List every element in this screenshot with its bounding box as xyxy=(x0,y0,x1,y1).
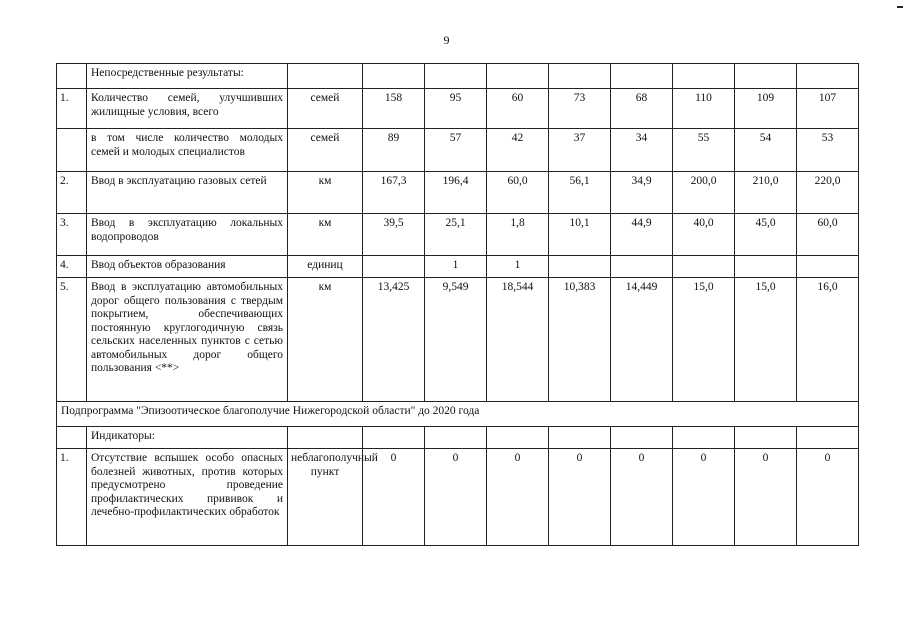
subprogram-row xyxy=(57,402,859,427)
value-cell: 1,8 xyxy=(487,214,549,256)
value-cell: 167,3 xyxy=(363,172,425,214)
unit: км xyxy=(288,278,363,402)
value-cell: 68 xyxy=(611,89,673,129)
value-cell: 45,0 xyxy=(735,214,797,256)
unit: неблагополучный пункт xyxy=(288,449,363,546)
value-cell: 34,9 xyxy=(611,172,673,214)
value-cell xyxy=(549,256,611,278)
value-cell: 40,0 xyxy=(673,214,735,256)
value-cell: 0 xyxy=(363,449,425,546)
unit: семей xyxy=(288,129,363,172)
value-cell: 210,0 xyxy=(735,172,797,214)
section-header-row xyxy=(57,427,859,449)
indicator-name: Ввод в эксплуатацию локальных водопроводов xyxy=(87,214,288,256)
corner-mark xyxy=(897,6,903,8)
value-cell: 13,425 xyxy=(363,278,425,402)
value-cell: 1 xyxy=(487,256,549,278)
row-number xyxy=(57,129,87,172)
table-row xyxy=(57,449,859,546)
value-cell: 25,1 xyxy=(425,214,487,256)
value-cell: 158 xyxy=(363,89,425,129)
section-header: Индикаторы: xyxy=(87,427,288,449)
value-cell: 9,549 xyxy=(425,278,487,402)
value-cell: 220,0 xyxy=(797,172,859,214)
value-cell: 1 xyxy=(425,256,487,278)
row-number: 1. xyxy=(57,449,87,546)
value-cell: 0 xyxy=(549,449,611,546)
unit: км xyxy=(288,172,363,214)
row-number: 5. xyxy=(57,278,87,402)
row-number: 4. xyxy=(57,256,87,278)
value-cell: 10,1 xyxy=(549,214,611,256)
value-cell: 15,0 xyxy=(735,278,797,402)
value-cell: 109 xyxy=(735,89,797,129)
value-cell: 73 xyxy=(549,89,611,129)
value-cell xyxy=(797,256,859,278)
unit: семей xyxy=(288,89,363,129)
value-cell: 44,9 xyxy=(611,214,673,256)
page-number: 9 xyxy=(443,33,450,47)
value-cell: 54 xyxy=(735,129,797,172)
value-cell: 0 xyxy=(425,449,487,546)
value-cell: 95 xyxy=(425,89,487,129)
section-header: Непосредственные результаты: xyxy=(87,64,288,89)
indicator-name: Ввод в эксплуатацию автомобильных дорог общего пользования с твердым покрытием, обеспечивающих постоянную круглогодичную связь сельских населенных пунктов с сетью автомобильных дорог общего пользования <**> xyxy=(87,278,288,402)
value-cell: 196,4 xyxy=(425,172,487,214)
value-cell: 107 xyxy=(797,89,859,129)
value-cell: 200,0 xyxy=(673,172,735,214)
value-cell: 55 xyxy=(673,129,735,172)
value-cell xyxy=(611,256,673,278)
value-cell: 0 xyxy=(797,449,859,546)
value-cell: 89 xyxy=(363,129,425,172)
indicator-name: Ввод в эксплуатацию газовых сетей xyxy=(87,172,288,214)
table-row xyxy=(57,89,859,129)
value-cell: 14,449 xyxy=(611,278,673,402)
value-cell xyxy=(735,256,797,278)
value-cell: 0 xyxy=(735,449,797,546)
section-header-row xyxy=(57,64,859,89)
indicator-name: в том числе количество молодых семей и молодых специалистов xyxy=(87,129,288,172)
value-cell: 56,1 xyxy=(549,172,611,214)
value-cell: 60 xyxy=(487,89,549,129)
value-cell: 34 xyxy=(611,129,673,172)
value-cell: 53 xyxy=(797,129,859,172)
indicators-table xyxy=(56,63,859,546)
indicator-name: Отсутствие вспышек особо опасных болезней животных, против которых предусмотрено проведение профилактических прививок и лечебно-профилактических обработок xyxy=(87,449,288,546)
row-number: 3. xyxy=(57,214,87,256)
value-cell xyxy=(363,256,425,278)
row-number: 1. xyxy=(57,89,87,129)
unit: км xyxy=(288,214,363,256)
unit: единиц xyxy=(288,256,363,278)
table-row xyxy=(57,278,859,402)
value-cell: 15,0 xyxy=(673,278,735,402)
row-number: 2. xyxy=(57,172,87,214)
value-cell xyxy=(673,256,735,278)
value-cell: 60,0 xyxy=(797,214,859,256)
value-cell: 39,5 xyxy=(363,214,425,256)
indicator-name: Количество семей, улучшивших жилищные условия, всего xyxy=(87,89,288,129)
value-cell: 42 xyxy=(487,129,549,172)
value-cell: 37 xyxy=(549,129,611,172)
table-row xyxy=(57,172,859,214)
value-cell: 57 xyxy=(425,129,487,172)
indicator-name: Ввод объектов образования xyxy=(87,256,288,278)
value-cell: 0 xyxy=(611,449,673,546)
value-cell: 60,0 xyxy=(487,172,549,214)
value-cell: 0 xyxy=(673,449,735,546)
value-cell: 18,544 xyxy=(487,278,549,402)
row-number xyxy=(57,427,87,449)
value-cell: 110 xyxy=(673,89,735,129)
value-cell: 0 xyxy=(487,449,549,546)
value-cell: 10,383 xyxy=(549,278,611,402)
table-row xyxy=(57,214,859,256)
row-number xyxy=(57,64,87,89)
table-row xyxy=(57,129,859,172)
table-row xyxy=(57,256,859,278)
subprogram-title: Подпрограмма "Эпизоотическое благополучие Нижегородской области" до 2020 года xyxy=(57,402,859,427)
value-cell: 16,0 xyxy=(797,278,859,402)
